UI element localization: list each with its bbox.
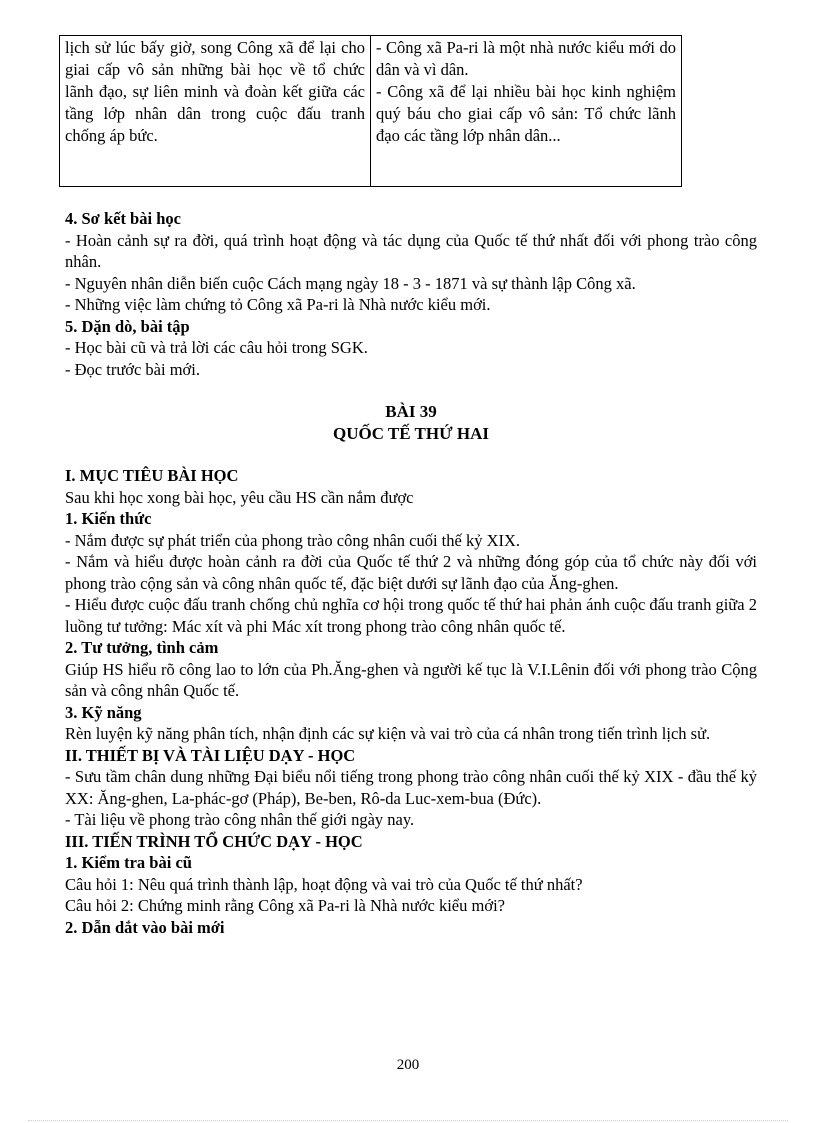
table-cell-left: [60, 36, 371, 187]
paragraph: - Nắm và hiểu được hoàn cảnh ra đời của Quốc tế thứ 2 và những đóng góp của tổ chức này đối với phong trào cộng sản và công nhân quốc tế, đặc biệt dưới sự lãnh đạo của Ăng-ghen.: [65, 552, 757, 593]
table-cell-right: [371, 36, 682, 187]
table-cell-text: - Công xã để lại nhiều bài học kinh nghiệm quý báu cho giai cấp vô sản: Tổ chức lãnh đạo các tầng lớp nhân dân...: [376, 82, 676, 145]
lesson-number: BÀI 39: [385, 402, 437, 421]
subsection-heading: 1. Kiểm tra bài cũ: [65, 853, 192, 872]
subsection-heading: 2. Dẫn dắt vào bài mới: [65, 917, 225, 937]
page-number: 200: [396, 1057, 420, 1073]
lesson-title: QUỐC TẾ THỨ HAI: [332, 423, 490, 443]
paragraph: Rèn luyện kỹ năng phân tích, nhận định các sự kiện và vai trò của cá nhân trong tiến trình lịch sử.: [65, 724, 711, 743]
table-cell-text: - Công xã Pa-ri là một nhà nước kiểu mới do dân và vì dân.: [376, 38, 676, 79]
section-heading: II. THIẾT BỊ VÀ TÀI LIỆU DẠY - HỌC: [65, 745, 356, 765]
paragraph: - Nguyên nhân diễn biến cuộc Cách mạng ngày 18 - 3 - 1871 và sự thành lập Công xã.: [65, 273, 636, 293]
paragraph: Giúp HS hiểu rõ công lao to lớn của Ph.Ăng-ghen và người kế tục là V.I.Lênin đối với phong trào Cộng sản và công nhân Quốc tế.: [65, 659, 757, 700]
section-heading: 5. Dặn dò, bài tập: [65, 316, 190, 336]
paragraph: - Sưu tầm chân dung những Đại biểu nổi tiếng trong phong trào công nhân cuối thế kỷ XIX - đầu thế kỷ XX: Ăng-ghen, La-phác-gơ (Pháp), Be-ben, Rô-da Luc-xem-bua (Đức).: [65, 767, 757, 808]
paragraph: Câu hỏi 2: Chứng minh rằng Công xã Pa-ri là Nhà nước kiểu mới?: [65, 896, 505, 915]
paragraph: Sau khi học xong bài học, yêu cầu HS cần nắm được: [65, 487, 414, 507]
paragraph: - Hiểu được cuộc đấu tranh chống chủ nghĩa cơ hội trong quốc tế thứ hai phản ánh cuộc đấu tranh giữa 2 luồng tư tưởng: Mác xít và phi Mác xít trong phong trào công nhân quốc tế.: [65, 595, 757, 636]
footer-divider: [28, 1120, 788, 1121]
paragraph: - Nắm được sự phát triển của phong trào công nhân cuối thế kỷ XIX.: [65, 530, 521, 550]
paragraph: - Những việc làm chứng tỏ Công xã Pa-ri là Nhà nước kiểu mới.: [65, 295, 491, 314]
paragraph: Câu hỏi 1: Nêu quá trình thành lập, hoạt động và vai trò của Quốc tế thứ nhất?: [65, 874, 583, 894]
section-heading: III. TIẾN TRÌNH TỔ CHỨC DẠY - HỌC: [65, 831, 363, 851]
subsection-heading: 3. Kỹ năng: [65, 702, 142, 722]
paragraph: - Đọc trước bài mới.: [65, 359, 200, 379]
table-cell-text: lịch sử lúc bấy giờ, song Công xã để lại cho giai cấp vô sản những bài học về tổ chức lãnh đạo, sự liên minh và đoàn kết giữa các tầng lớp nhân dân trong cuộc đấu tranh chống áp bức.: [65, 38, 365, 145]
continuation-table: [59, 35, 682, 187]
table-row: [60, 36, 682, 187]
document-body: [65, 208, 757, 938]
subsection-heading: 2. Tư tưởng, tình cảm: [65, 638, 219, 657]
paragraph: - Học bài cũ và trả lời các câu hỏi trong SGK.: [65, 338, 368, 357]
paragraph: - Tài liệu về phong trào công nhân thế giới ngày nay.: [65, 810, 415, 829]
section-heading: I. MỤC TIÊU BÀI HỌC: [65, 466, 239, 485]
section-heading: 4. Sơ kết bài học: [65, 209, 181, 228]
paragraph: - Hoàn cảnh sự ra đời, quá trình hoạt động và tác dụng của Quốc tế thứ nhất đối với phong trào công nhân.: [65, 230, 757, 271]
subsection-heading: 1. Kiến thức: [65, 509, 152, 528]
